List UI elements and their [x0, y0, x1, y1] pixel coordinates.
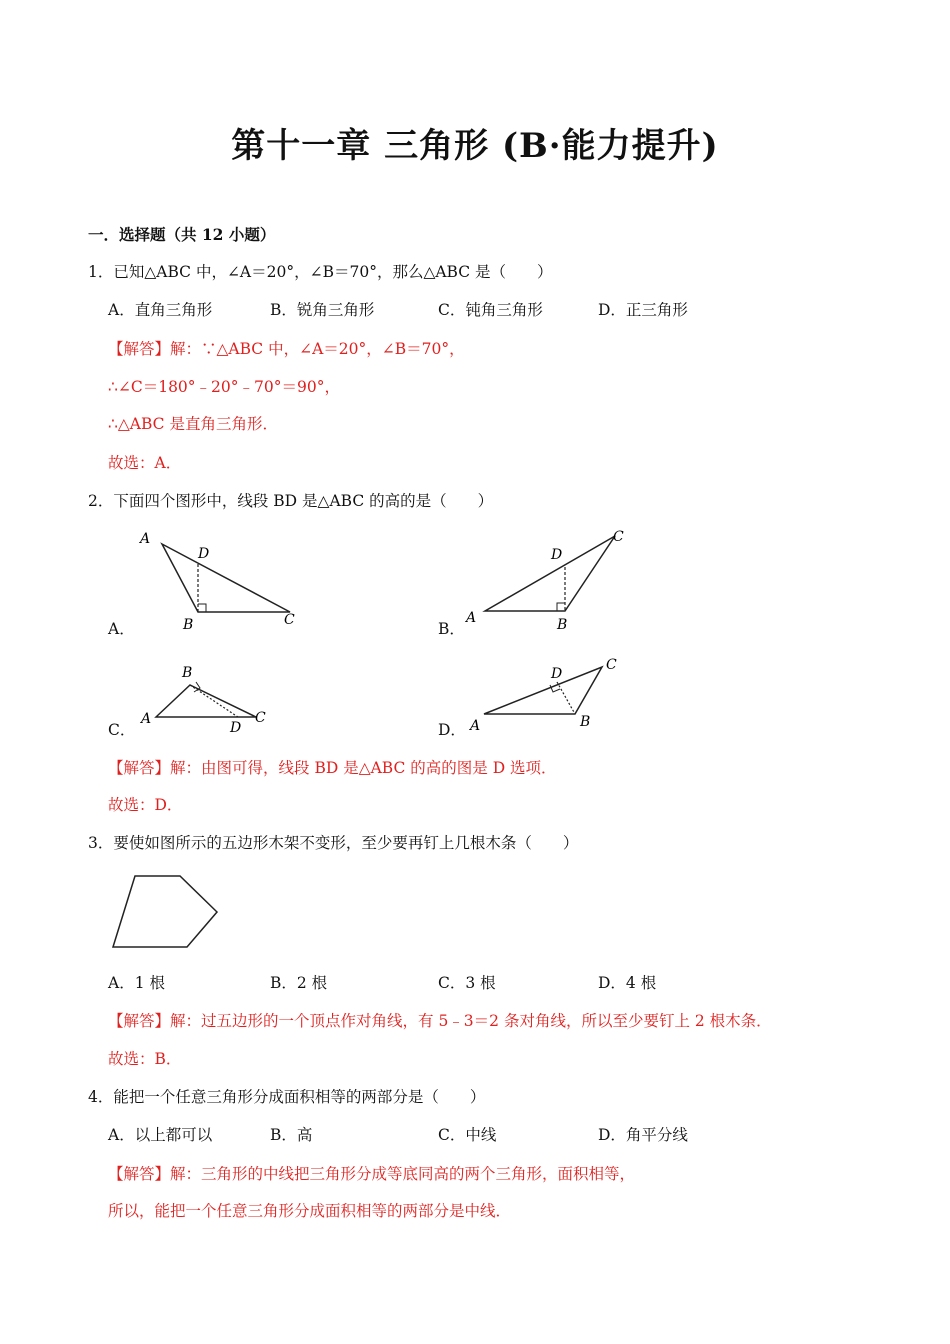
q1-option-b: B．锐角三角形 [270, 301, 375, 319]
q1-answer-line-4: 故选：A． [108, 454, 182, 472]
answer-tag: 【解答】 [108, 340, 171, 358]
q2-answer-line-1 [108, 758, 557, 778]
q3-answer-line-2: 故选：B． [108, 1050, 182, 1068]
q3-option-a: A．1 根 [108, 974, 165, 992]
label-b: B [182, 665, 193, 681]
label-c: C [284, 612, 295, 628]
q4-option-b: B．高 [270, 1126, 313, 1144]
q2-option-d: D． [438, 721, 466, 739]
label-b: B [557, 617, 568, 633]
label-c: C [613, 529, 624, 545]
triangle-abc [156, 685, 256, 717]
answer-tag: 【解答】 [108, 1165, 171, 1183]
q4-option-d: D．角平分线 [598, 1126, 688, 1144]
q1-answer-line-3: ∴△ABC 是直角三角形． [108, 415, 278, 433]
q3-option-d: D．4 根 [598, 974, 657, 992]
q4-stem: 4．能把一个任意三角形分成面积相等的两部分是（ ） [88, 1088, 486, 1106]
label-d: D [230, 720, 242, 736]
label-d: D [551, 666, 563, 682]
right-angle-mark [198, 604, 206, 612]
page-title: 第十一章 三角形 (B·能力提升) [231, 126, 719, 166]
q2-figure-c [138, 660, 278, 740]
q2-option-c: C． [108, 721, 136, 739]
label-c: C [255, 710, 266, 726]
q3-option-b: B．2 根 [270, 974, 328, 992]
q4-answer-text-1: 解：三角形的中线把三角形分成等底同高的两个三角形，面积相等， [170, 1165, 636, 1183]
q2-option-a: A． [108, 620, 135, 638]
label-a: A [466, 610, 477, 626]
q4-answer-line-1 [108, 1164, 635, 1184]
q1-answer-text-1: 解：∵△ABC 中，∠A＝20°，∠B＝70°， [170, 340, 465, 358]
q2-stem: 2．下面四个图形中，线段 BD 是△ABC 的高的是（ ） [88, 492, 494, 510]
label-a: A [140, 531, 151, 547]
triangle-abc [484, 667, 602, 714]
q2-answer-line-2: 故选：D． [108, 796, 183, 814]
answer-tag: 【解答】 [108, 1012, 171, 1030]
q1-option-c: C．钝角三角形 [438, 301, 543, 319]
q2-figure-d [462, 654, 632, 740]
q1-answer-line-2: ∴∠C＝180°﹣20°﹣70°＝90°， [108, 378, 340, 396]
label-a: A [470, 718, 481, 734]
q4-answer-line-2: 所以，能把一个任意三角形分成面积相等的两部分是中线． [108, 1202, 512, 1220]
label-b: B [580, 714, 591, 730]
q3-pentagon-figure [105, 870, 225, 954]
q1-stem: 1．已知△ABC 中，∠A＝20°，∠B＝70°，那么△ABC 是（ ） [88, 263, 553, 281]
q2-answer-text-1: 解：由图可得，线段 BD 是△ABC 的高的图是 D 选项． [170, 759, 557, 777]
q3-answer-line-1 [108, 1011, 772, 1031]
q2-figure-a [130, 526, 310, 636]
q2-option-b: B． [438, 620, 465, 638]
label-d: D [198, 546, 210, 562]
q3-stem: 3．要使如图所示的五边形木架不变形，至少要再钉上几根木条（ ） [88, 834, 579, 852]
q1-option-a: A．直角三角形 [108, 301, 213, 319]
pentagon-frame [113, 876, 217, 947]
section-heading: 一．选择题（共 12 小题） [88, 225, 276, 244]
triangle-abc [485, 536, 615, 611]
q3-answer-text-1: 解：过五边形的一个顶点作对角线，有 5﹣3＝2 条对角线，所以至少要钉上 2 根木条． [170, 1012, 772, 1030]
right-angle-mark [557, 603, 565, 611]
answer-tag: 【解答】 [108, 759, 171, 777]
q1-option-d: D．正三角形 [598, 301, 688, 319]
q3-option-c: C．3 根 [438, 974, 496, 992]
q4-option-c: C．中线 [438, 1126, 497, 1144]
label-b: B [183, 617, 194, 633]
triangle-abc [162, 544, 290, 612]
q1-answer-line-1 [108, 339, 465, 359]
q2-figure-b [460, 522, 640, 634]
segment-bd [557, 682, 575, 714]
label-c: C [606, 657, 617, 673]
label-a: A [141, 711, 152, 727]
q4-option-a: A．以上都可以 [108, 1126, 213, 1144]
label-d: D [551, 547, 563, 563]
